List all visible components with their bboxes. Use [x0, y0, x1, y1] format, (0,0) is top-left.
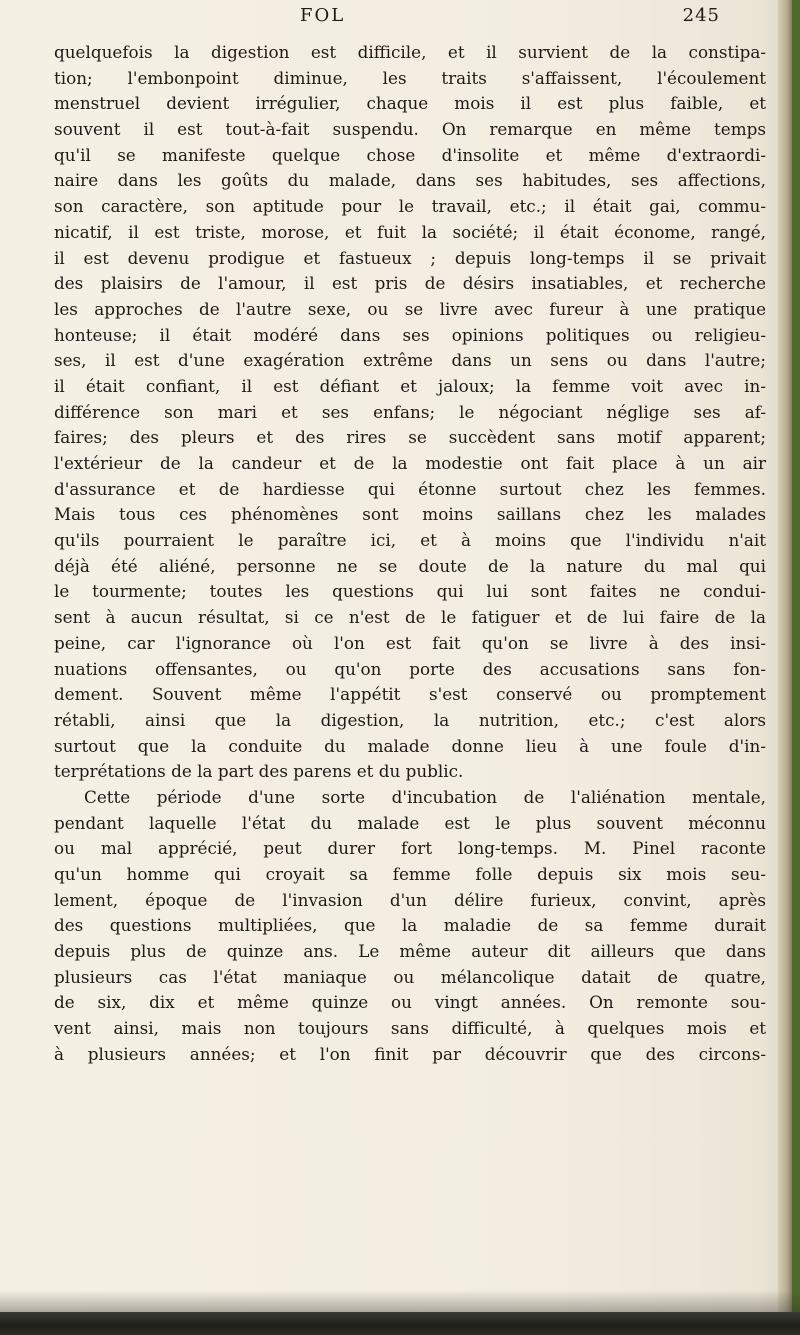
- text-line: ses, il est d'une exagération extrême dans un sens ou dans l'autre;: [54, 350, 766, 371]
- text-line: sent à aucun résultat, si ce n'est de le fatiguer et de lui faire de la: [54, 607, 766, 628]
- text-line: le tourmente; toutes les questions qui lui sont faites ne condui-: [54, 581, 766, 602]
- text-line: d'assurance et de hardiesse qui étonne surtout chez les femmes.: [54, 478, 766, 499]
- text-line: depuis plus de quinze ans. Le même auteur dit ailleurs que dans: [54, 941, 766, 962]
- text-line: déjà été aliéné, personne ne se doute de la nature du mal qui: [54, 555, 766, 576]
- text-line: nicatif, il est triste, morose, et fuit la société; il était économe, rangé,: [54, 221, 766, 242]
- text-line: plusieurs cas l'état maniaque ou mélancolique datait de quatre,: [54, 966, 766, 987]
- text-line: Mais tous ces phénomènes sont moins saillans chez les malades: [54, 504, 766, 525]
- text-line: pendant laquelle l'état du malade est le plus souvent méconnu: [54, 812, 766, 833]
- running-title: FOL: [300, 5, 346, 26]
- text-line: des plaisirs de l'amour, il est pris de désirs insatiables, et recherche: [54, 273, 766, 294]
- text-line: ou mal apprécié, peut durer fort long-temps. M. Pinel raconte: [54, 838, 766, 859]
- text-line: lement, époque de l'invasion d'un délire furieux, convint, après: [54, 889, 766, 910]
- text-line: de six, dix et même quinze ou vingt années. On remonte sou-: [54, 992, 766, 1013]
- text-line: les approches de l'autre sexe, ou se livre avec fureur à une pratique: [54, 298, 766, 319]
- text-line: peine, car l'ignorance où l'on est fait qu'on se livre à des insi-: [54, 632, 766, 653]
- text-line: qu'il se manifeste quelque chose d'insolite et même d'extraordi-: [54, 144, 766, 165]
- text-line: naire dans les goûts du malade, dans ses habitudes, ses affections,: [54, 170, 766, 191]
- text-line: rétabli, ainsi que la digestion, la nutrition, etc.; c'est alors: [54, 709, 766, 730]
- text-line: qu'ils pourraient le paraître ici, et à moins que l'individu n'ait: [54, 530, 766, 551]
- running-header: [300, 5, 720, 35]
- text-line: l'extérieur de la candeur et de la modestie ont fait place à un air: [54, 453, 766, 473]
- text-line: qu'un homme qui croyait sa femme folle depuis six mois seu-: [54, 864, 766, 884]
- text-line: son caractère, son aptitude pour le travail, etc.; il était gai, commu-: [54, 196, 766, 217]
- text-line: menstruel devient irrégulier, chaque mois il est plus faible, et: [54, 93, 766, 114]
- text-line: différence son mari et ses enfans; le négociant néglige ses af-: [54, 401, 766, 422]
- text-line: des questions multipliées, que la maladie de sa femme durait: [54, 915, 766, 936]
- page-bottom-shadow: [0, 1290, 800, 1312]
- paragraph-start-line: Cette période d'une sorte d'incubation de l'aliénation mentale,: [84, 786, 766, 807]
- text-line: à plusieurs années; et l'on finit par découvrir que des circons-: [54, 1043, 766, 1064]
- text-line: surtout que la conduite du malade donne lieu à une foule d'in-: [54, 735, 766, 756]
- text-line: quelquefois la digestion est difficile, et il survient de la constipa-: [54, 42, 766, 62]
- body-text: [54, 40, 766, 1068]
- text-line: dement. Souvent même l'appétit s'est conservé ou promptement: [54, 684, 766, 705]
- page-number: 245: [682, 5, 720, 26]
- text-line: vent ainsi, mais non toujours sans difficulté, à quelques mois et: [54, 1018, 766, 1039]
- paragraph-end-line: terprétations de la part des parens et du public.: [54, 761, 464, 782]
- text-line: nuations offensantes, ou qu'on porte des accusations sans fon-: [54, 658, 766, 679]
- text-line: faires; des pleurs et des rires se succèdent sans motif apparent;: [54, 427, 766, 448]
- binding-edge: [792, 0, 800, 1335]
- text-line: tion; l'embonpoint diminue, les traits s'affaissent, l'écoulement: [54, 67, 766, 88]
- text-line: il était confiant, il est défiant et jaloux; la femme voit avec in-: [54, 375, 766, 396]
- text-line: honteuse; il était modéré dans ses opinions politiques ou religieu-: [54, 324, 766, 345]
- text-line: il est devenu prodigue et fastueux ; depuis long-temps il se privait: [54, 247, 766, 268]
- text-line: souvent il est tout-à-fait suspendu. On remarque en même temps: [54, 119, 766, 140]
- page-bottom-edge: [0, 1312, 800, 1335]
